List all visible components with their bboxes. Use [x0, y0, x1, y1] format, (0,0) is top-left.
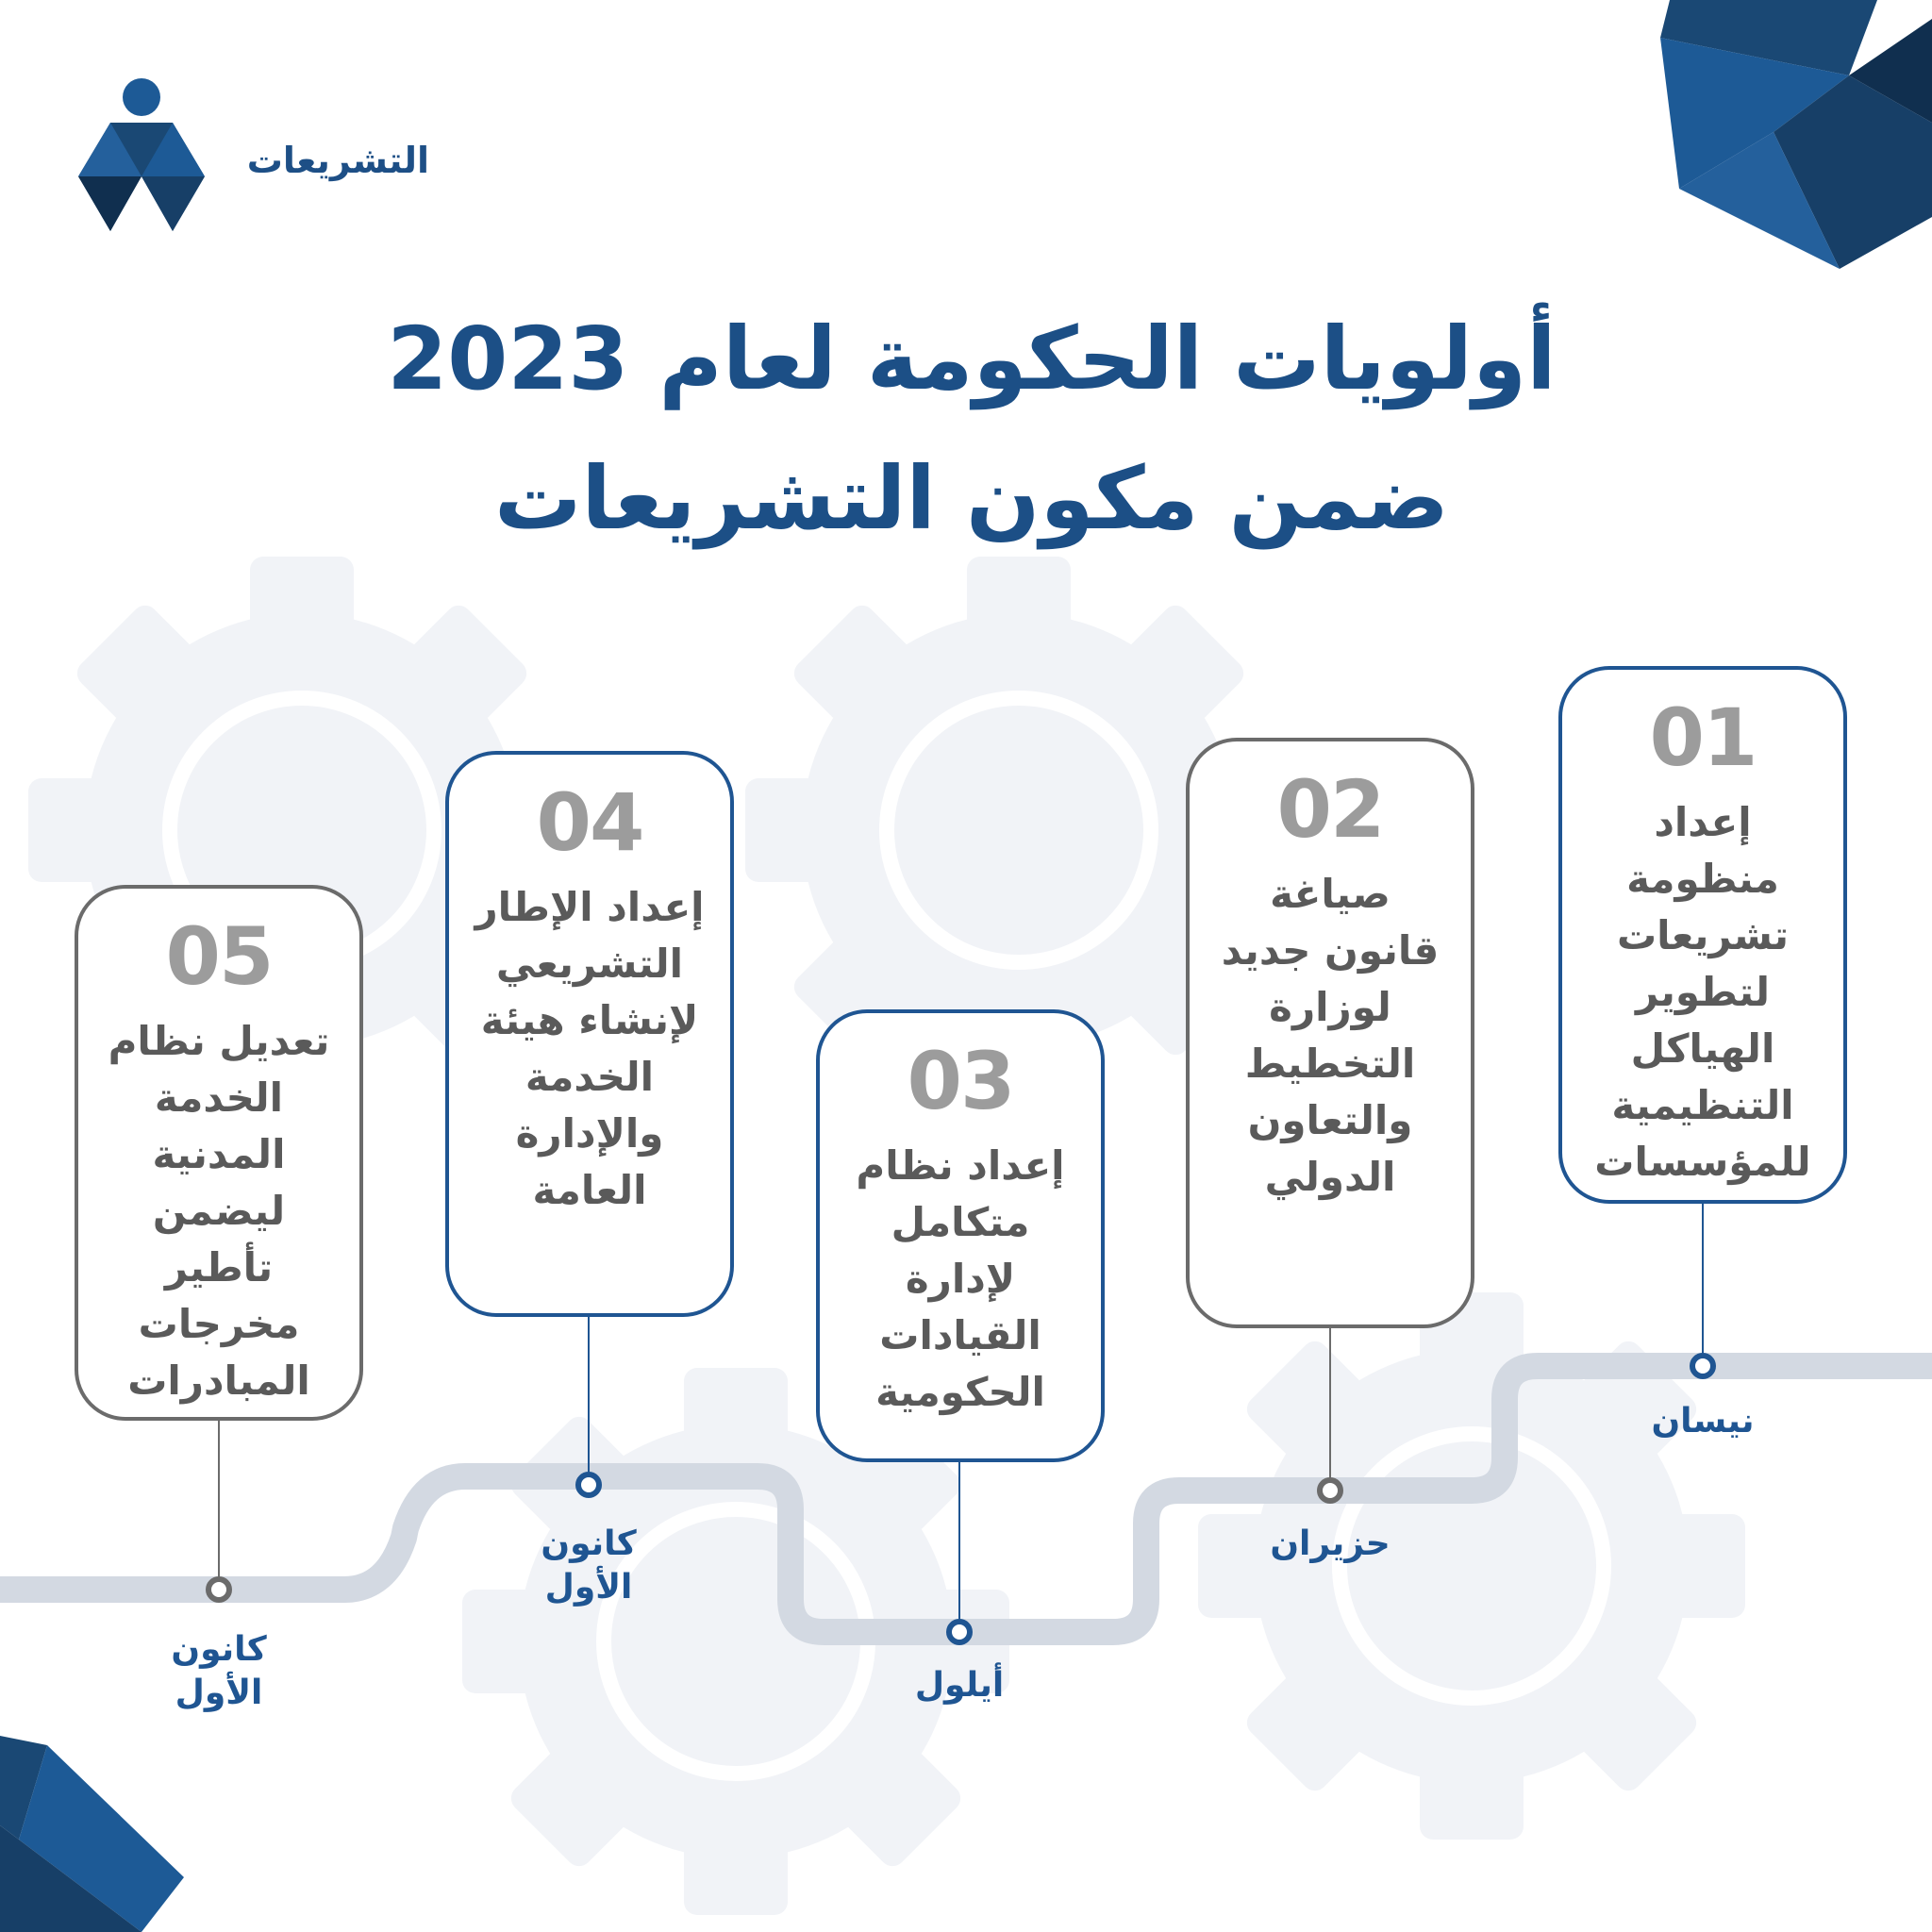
timeline-month: كانون الأول	[541, 1524, 637, 1607]
step-number: 05	[165, 910, 273, 1003]
step-description: إعداد منظومة تشريعات لتطوير الهياكل التنظيمية للمؤسسات	[1594, 799, 1811, 1185]
page-title-line-1: أولويات الحكومة لعام 2023	[387, 308, 1557, 409]
step-description: صياغة قانون جديد لوزارة التخطيط والتعاون الدولي	[1221, 871, 1440, 1200]
step-number: 04	[536, 776, 643, 869]
step-number: 02	[1276, 763, 1384, 856]
step-description: إعداد نظام متكامل لإدارة القيادات الحكومية	[856, 1142, 1065, 1415]
brand-name: التشريعات	[246, 140, 429, 181]
timeline-month: كانون الأول	[171, 1630, 267, 1712]
timeline-month: حزيران	[1270, 1524, 1391, 1563]
timeline-node	[578, 1474, 599, 1495]
timeline-card-01	[1558, 666, 1847, 1204]
timeline-card-03	[816, 1009, 1105, 1462]
step-description: تعديل نظام الخدمة المدنية ليضمن تأطير مخرجات المبادرات	[108, 1018, 330, 1404]
timeline-node	[1320, 1480, 1341, 1501]
timeline-card-02	[1186, 738, 1474, 1328]
timeline-card-05	[75, 885, 363, 1421]
timeline-node	[208, 1579, 229, 1600]
timeline-month: نيسان	[1651, 1402, 1755, 1441]
timeline-card-04	[445, 751, 734, 1317]
step-description: إعداد الإطار التشريعي لإنشاء هيئة الخدمة والإدارة العامة	[475, 884, 705, 1213]
page-title-line-2: ضمن مكون التشريعات	[493, 448, 1450, 549]
timeline-node	[949, 1622, 970, 1642]
timeline-month: أيلول	[914, 1666, 1005, 1705]
step-number: 03	[907, 1035, 1014, 1127]
step-number: 01	[1649, 691, 1757, 784]
timeline-node	[1692, 1356, 1713, 1376]
